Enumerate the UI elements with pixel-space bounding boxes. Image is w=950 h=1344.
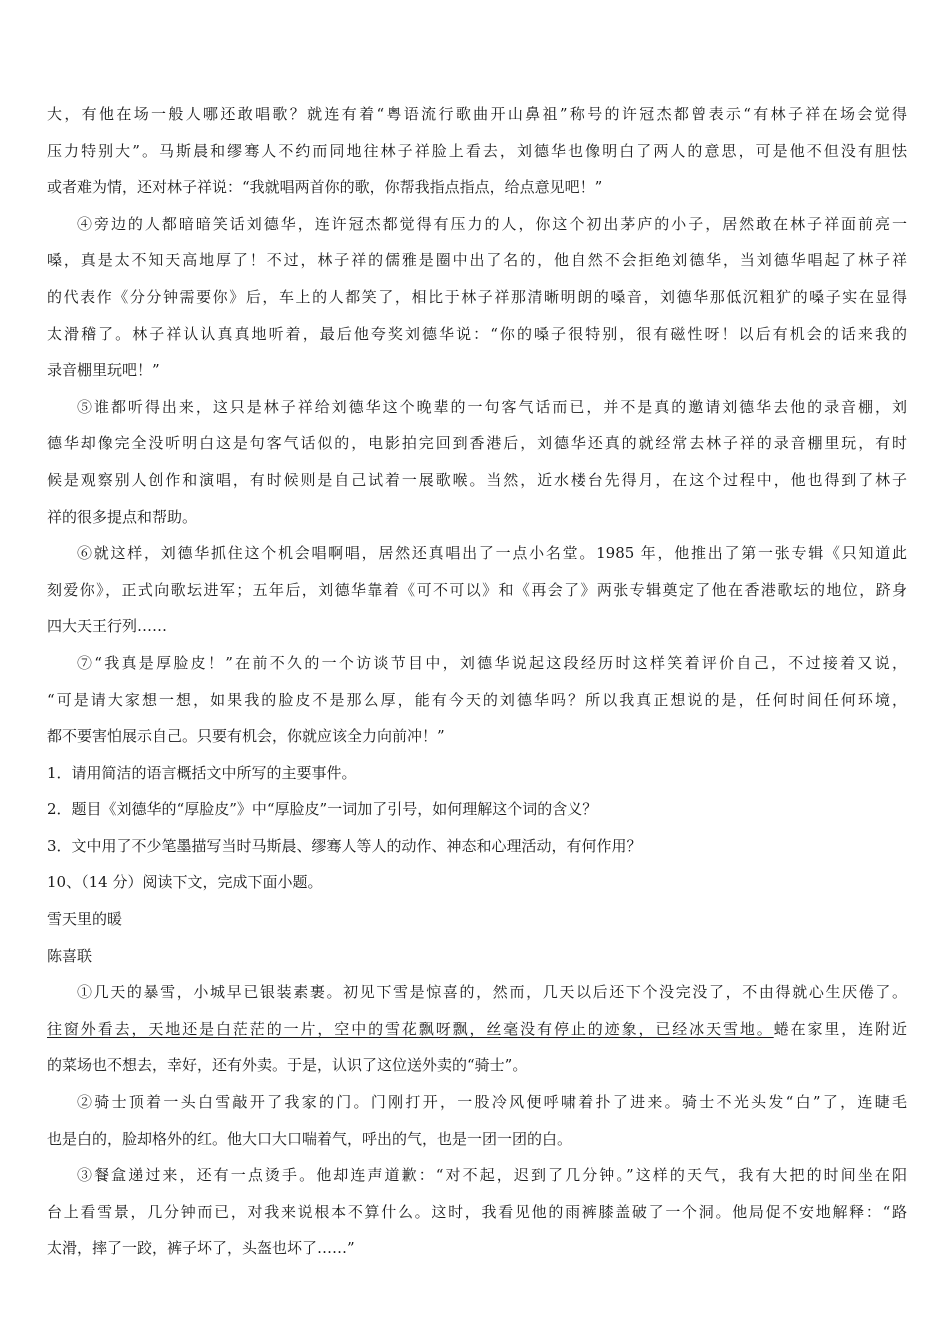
paragraph-1-line <box>47 1011 907 1048</box>
paragraph-6-line: 四大天王行列…… <box>47 617 168 636</box>
paragraph-line: 或者难为情，还对林子祥说：“我就唱两首你的歌，你帮我指点指点，给点意见吧！” <box>47 178 603 197</box>
paragraph-4-line: 太滑稽了。林子祥认认真真地听着，最后他夸奖刘德华说：“你的嗓子很特别，很有磁性呀！以后有机会的话来我的 <box>47 324 907 343</box>
paragraph-4-line: 录音棚里玩吧！” <box>47 361 160 380</box>
paragraph-3-line: 太滑，摔了一跤，裤子坏了，头盔也坏了……” <box>47 1239 355 1258</box>
paragraph-4-line: 嗓，真是太不知天高地厚了！不过，林子祥的儒雅是圈中出了名的，他自然不会拒绝刘德华，当刘德华唱起了林子祥 <box>47 251 907 270</box>
document-page <box>47 96 907 1267</box>
paragraph-1-line: 的菜场也不想去，幸好，还有外卖。于是，认识了这位送外卖的“骑士”。 <box>47 1056 528 1075</box>
question-1: 1．请用简洁的语言概括文中所写的主要事件。 <box>47 763 357 782</box>
paragraph-7-line: “可是请大家想一想，如果我的脸皮不是那么厚，能有今天的刘德华吗？所以我真正想说的是，任何时间任何环境， <box>47 690 907 709</box>
paragraph-7-line: ⑦“我真是厚脸皮！”在前不久的一个访谈节目中，刘德华说起这段经历时这样笑着评价自己，不过接着又说， <box>77 653 907 672</box>
passage-continued <box>47 96 907 755</box>
paragraph-7-line: 都不要害怕展示自己。只要有机会，你就应该全力向前冲！” <box>47 727 445 746</box>
underlined-sentence: 往窗外看去，天地还是白茫茫的一片，空中的雪花飘呀飘，丝毫没有停止的迹象，已经冰天雪地。 <box>47 1019 774 1038</box>
section-heading: 10、（14 分）阅读下文，完成下面小题。 <box>47 873 323 892</box>
question-list <box>47 755 907 865</box>
paragraph-6-line: ⑥就这样，刘德华抓住这个机会唱啊唱，居然还真唱出了一点小名堂。1985 年，他推出了第一张专辑《只知道此 <box>77 544 907 563</box>
paragraph-2-line: ②骑士顶着一头白雪敲开了我家的门。门刚打开，一股冷风便呼啸着扑了进来。骑士不光头发“白”了，连睫毛 <box>77 1093 907 1112</box>
paragraph-4-line: ④旁边的人都暗暗笑话刘德华，连许冠杰都觉得有压力的人，你这个初出茅庐的小子，居然敢在林子祥面前亮一 <box>77 214 907 233</box>
section-10 <box>47 864 907 1267</box>
article-title: 雪天里的暖 <box>47 910 123 929</box>
paragraph-text: 蜷在家里，连附近 <box>773 1019 907 1038</box>
paragraph-4-line: 的代表作《分分钟需要你》后，车上的人都笑了，相比于林子祥那清晰明朗的嗓音，刘德华那低沉粗犷的嗓子实在显得 <box>47 287 907 306</box>
paragraph-5-line: 祥的很多提点和帮助。 <box>47 507 198 526</box>
question-3: 3．文中用了不少笔墨描写当时马斯晨、缪骞人等人的动作、神态和心理活动，有何作用？ <box>47 836 642 855</box>
paragraph-3-line: 台上看雪景，几分钟而已，对我来说根本不算什么。这时，我看见他的雨裤膝盖破了一个洞。他局促不安地解释：“路 <box>47 1202 907 1221</box>
paragraph-line: 压力特别大”。马斯晨和缪骞人不约而同地往林子祥脸上看去，刘德华也像明白了两人的意思，可是他不但没有胆怯 <box>47 141 907 160</box>
paragraph-line: 大，有他在场一般人哪还敢唱歌？就连有着“粤语流行歌曲开山鼻祖”称号的许冠杰都曾表示“有林子祥在场会觉得 <box>47 105 907 123</box>
paragraph-5-line: ⑤谁都听得出来，这只是林子祥给刘德华这个晚辈的一句客气话而已，并不是真的邀请刘德华去他的录音棚，刘 <box>77 397 907 416</box>
question-2: 2．题目《刘德华的“厚脸皮”》中“厚脸皮”一词加了引号，如何理解这个词的含义？ <box>47 800 598 819</box>
paragraph-2-line: 也是白的，脸却格外的红。他大口大口喘着气，呼出的气，也是一团一团的白。 <box>47 1129 573 1148</box>
paragraph-1-line: ①几天的暴雪，小城早已银装素裹。初见下雪是惊喜的，然而，几天以后还下个没完没了，不由得就心生厌倦了。 <box>77 983 907 1002</box>
paragraph-5-line: 德华却像完全没听明白这是句客气话似的，电影拍完回到香港后，刘德华还真的就经常去林子祥的录音棚里玩，有时 <box>47 434 907 453</box>
paragraph-3-line: ③餐盒递过来，还有一点烫手。他却连声道歉：“对不起，迟到了几分钟。”这样的天气，我有大把的时间坐在阳 <box>77 1166 907 1185</box>
article-author: 陈喜联 <box>47 946 93 965</box>
paragraph-6-line: 刻爱你》，正式向歌坛进军；五年后，刘德华靠着《可不可以》和《再会了》两张专辑奠定了他在香港歌坛的地位，跻身 <box>47 580 907 599</box>
paragraph-5-line: 候是观察别人创作和演唱，有时候则是自己试着一展歌喉。当然，近水楼台先得月，在这个过程中，他也得到了林子 <box>47 470 907 489</box>
